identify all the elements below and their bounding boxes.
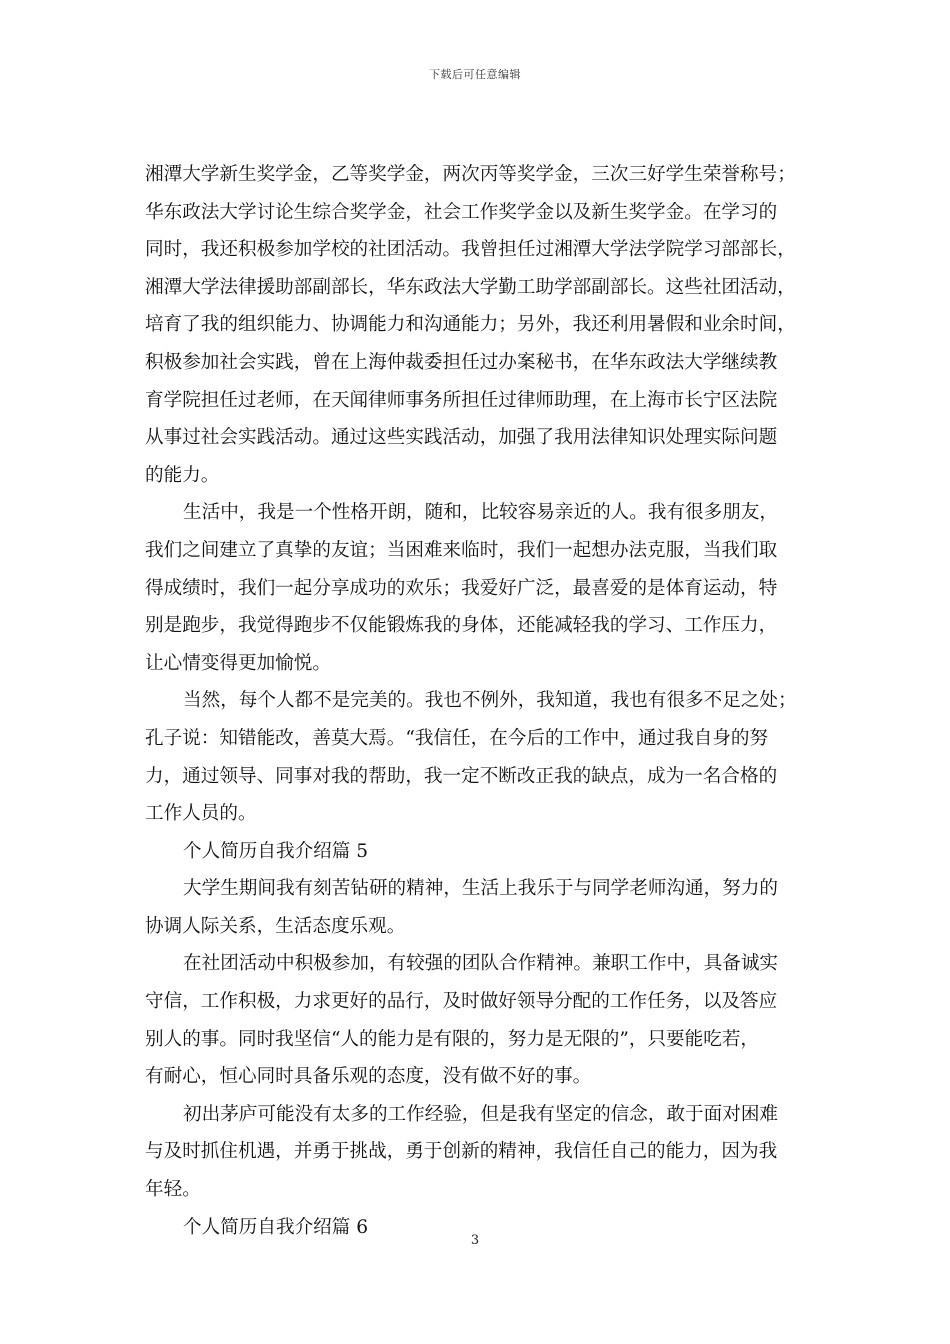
text-line: 别是跑步，我觉得跑步不仅能锻炼我的身体，还能减轻我的学习、工作压力， bbox=[145, 615, 778, 637]
text-line: 守信，工作积极，力求更好的品行，及时做好领导分配的工作任务，以及答应 bbox=[145, 991, 778, 1013]
text-line: 大学生期间我有刻苦钻研的精神，生活上我乐于与同学老师沟通，努力的 bbox=[183, 878, 779, 900]
text-line: 生活中，我是一个性格开朗，随和，比较容易亲近的人。我有很多朋友， bbox=[183, 502, 779, 524]
text-line: 孔子说：知错能改，善莫大焉。“我信任，在今后的工作中，通过我自身的努 bbox=[145, 727, 769, 749]
text-line: 有耐心，恒心同时具备乐观的态度，没有做不好的事。 bbox=[145, 1066, 592, 1088]
text-line: 工作人员的。 bbox=[145, 803, 257, 825]
page-number: 3 bbox=[470, 1233, 480, 1248]
text-line: 培育了我的组织能力、协调能力和沟通能力；另外，我还利用暑假和业余时间， bbox=[145, 314, 796, 336]
text-line: 年轻。 bbox=[145, 1179, 201, 1201]
text-line: 力，通过领导、同事对我的帮助，我一定不断改正我的缺点，成为一名合格的 bbox=[145, 765, 778, 787]
text-line: 在社团活动中积极参加，有较强的团队合作精神。兼职工作中，具备诚实 bbox=[183, 953, 779, 975]
text-line: 让心情变得更加愉悦。 bbox=[145, 652, 331, 674]
text-line: 育学院担任过老师，在天闻律师事务所担任过律师助理，在上海市长宁区法院 bbox=[145, 389, 778, 411]
text-line: 别人的事。同时我坚信“人的能力是有限的，努力是无限的”，只要能吃若， bbox=[145, 1028, 760, 1050]
text-line: 从事过社会实践活动。通过这些实践活动，加强了我用法律知识处理实际问题 bbox=[145, 427, 778, 449]
text-line: 与及时抓住机遇，并勇于挑战，勇于创新的精神，我信任自己的能力，因为我 bbox=[145, 1141, 778, 1163]
text-line: 当然，每个人都不是完美的。我也不例外，我知道，我也有很多不足之处； bbox=[183, 690, 797, 712]
text-line: 湘潭大学法律援助部副部长，华东政法大学勤工助学部副部长。这些社团活动， bbox=[145, 276, 796, 298]
text-line: 的能力。 bbox=[145, 464, 220, 486]
text-line: 我们之间建立了真挚的友谊；当困难来临时，我们一起想办法克服，当我们取 bbox=[145, 539, 778, 561]
text-line: 得成绩时，我们一起分享成功的欢乐；我爱好广泛，最喜爱的是体育运动，特 bbox=[145, 577, 778, 599]
text-line: 个人简历自我介绍篇 6 bbox=[183, 1216, 369, 1238]
page-header: 下载后可任意编辑 bbox=[429, 68, 521, 81]
text-line: 同时，我还积极参加学校的社团活动。我曾担任过湘潭大学法学院学习部部长， bbox=[145, 239, 796, 261]
text-line: 华东政法大学讨论生综合奖学金，社会工作奖学金以及新生奖学金。在学习的 bbox=[145, 201, 778, 223]
document-body bbox=[145, 156, 812, 1246]
text-line: 个人简历自我介绍篇 5 bbox=[183, 840, 369, 862]
text-line: 协调人际关系，生活态度乐观。 bbox=[145, 915, 406, 937]
text-line: 积极参加社会实践，曾在上海仲裁委担任过办案秘书，在华东政法大学继续教 bbox=[145, 351, 778, 373]
text-line: 湘潭大学新生奖学金，乙等奖学金，两次丙等奖学金，三次三好学生荣誉称号； bbox=[145, 164, 796, 185]
text-line: 初出茅庐可能没有太多的工作经验，但是我有坚定的信念，敢于面对困难 bbox=[183, 1103, 779, 1125]
